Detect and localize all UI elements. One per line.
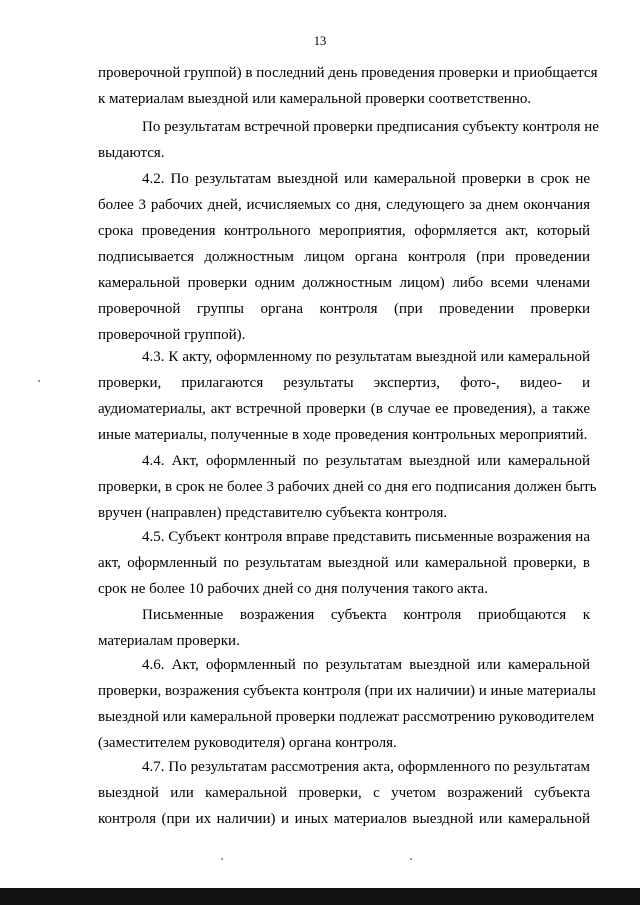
text-line: материалам проверки. xyxy=(98,633,240,649)
text-line: подписывается должностным лицом органа контроля (при проведении xyxy=(98,249,590,265)
text-line: вручен (направлен) представителю субъекта контроля. xyxy=(98,505,448,521)
text-line: проверочной группой) в последний день проведения проверки и приобщается xyxy=(98,65,598,81)
page-number: 13 xyxy=(313,34,327,48)
text-line: По результатам встречной проверки предписания субъекту контроля не xyxy=(142,119,599,135)
text-line: более 3 рабочих дней, исчисляемых со дня, следующего за днем окончания xyxy=(98,197,590,213)
scan-speck xyxy=(221,858,223,860)
text-line: 4.5. Субъект контроля вправе представить письменные возражения на xyxy=(142,529,590,545)
text-line: к материалам выездной или камеральной проверки соответственно. xyxy=(98,91,532,107)
text-line: проверки, возражения субъекта контроля (при их наличии) и иные материалы xyxy=(98,683,596,699)
paragraph-4-7 xyxy=(98,754,590,832)
paragraph-4-2 xyxy=(98,166,590,348)
paragraph-4-3 xyxy=(98,344,590,448)
text-line: выдаются. xyxy=(98,145,165,161)
text-line: аудиоматериалы, акт встречной проверки (в случае ее проведения), а также xyxy=(98,401,590,417)
text-line: 4.3. К акту, оформленному по результатам выездной или камеральной xyxy=(142,349,590,365)
scan-bottom-border xyxy=(0,888,640,905)
text-line: проверочной группой). xyxy=(98,327,246,343)
text-line: иные материалы, полученные в ходе проведения контрольных мероприятий. xyxy=(98,427,588,443)
text-line: камеральной проверки одним должностным лицом) либо всеми членами xyxy=(98,275,590,291)
text-line: 4.2. По результатам выездной или камеральной проверки в срок не xyxy=(142,171,590,187)
paragraph-4-4 xyxy=(98,448,597,526)
text-line: акт, оформленный по результатам выездной или камеральной проверки, в xyxy=(98,555,590,571)
paragraph-continuation xyxy=(98,60,598,112)
paragraph-objections xyxy=(98,602,590,654)
text-line: срок не более 10 рабочих дней со дня получения такого акта. xyxy=(98,581,488,597)
text-line: 4.7. По результатам рассмотрения акта, оформленного по результатам xyxy=(142,759,590,775)
text-line: 4.4. Акт, оформленный по результатам выездной или камеральной xyxy=(142,453,590,469)
text-line: проверочной группы органа контроля (при проведении проверки xyxy=(98,301,590,317)
text-line: выездной или камеральной проверки, с учетом возражений субъекта xyxy=(98,785,590,801)
paragraph-4-5 xyxy=(98,524,590,602)
text-line: контроля (при их наличии) и иных материалов выездной или камеральной xyxy=(98,811,590,827)
text-line: Письменные возражения субъекта контроля приобщаются к xyxy=(142,607,590,623)
text-line: 4.6. Акт, оформленный по результатам выездной или камеральной xyxy=(142,657,590,673)
text-line: (заместителем руководителя) органа контроля. xyxy=(98,735,397,751)
scan-speck xyxy=(410,858,412,860)
scan-speck xyxy=(38,380,40,382)
paragraph-4-6 xyxy=(98,652,596,756)
text-line: выездной или камеральной проверки подлежат рассмотрению руководителем xyxy=(98,709,595,725)
paragraph-counter-check xyxy=(98,114,599,166)
text-line: проверки, в срок не более 3 рабочих дней со дня его подписания должен быть xyxy=(98,479,597,495)
text-line: срока проведения контрольного мероприятия, оформляется акт, который xyxy=(98,223,590,239)
text-line: проверки, прилагаются результаты экспертиз, фото-, видео- и xyxy=(98,375,590,391)
